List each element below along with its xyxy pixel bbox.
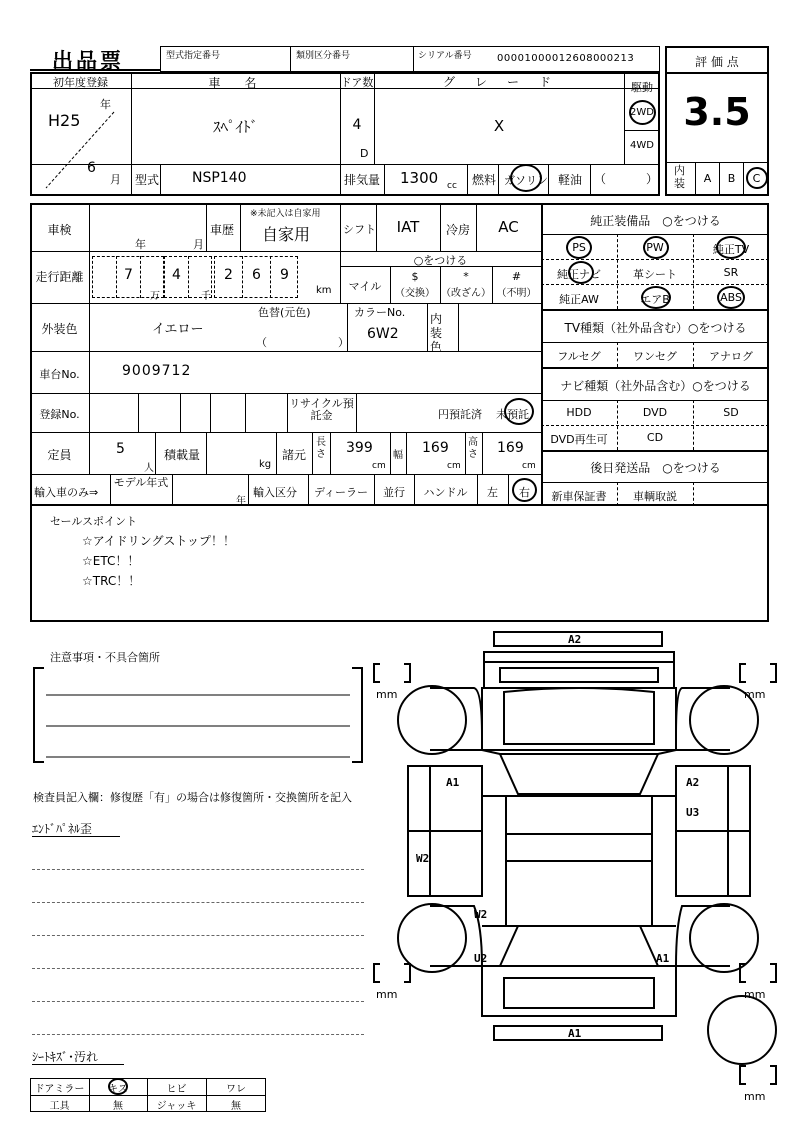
length-unit: cm [372, 461, 386, 471]
equip-airbag: エアB [640, 293, 670, 306]
load-label: 積載量 [164, 448, 201, 462]
fuel-other-open: （ [594, 172, 607, 186]
equip-abs: ABS [720, 291, 742, 304]
ac-label: 冷房 [446, 223, 471, 237]
displacement-value: 1300 [400, 169, 439, 187]
height-unit: cm [522, 461, 536, 471]
mileage-sen: 千 [201, 291, 211, 302]
recycle-label: リサイクル預託金 [289, 397, 354, 422]
import-only-label: 輸入車のみ⇒ [34, 486, 99, 499]
mileage-digit-5: 9 [280, 267, 289, 283]
mark-left-rear-w2: W2 [474, 908, 488, 921]
grade-value: X [493, 117, 505, 135]
capacity-value: 5 [116, 441, 125, 457]
color-no-value: 6W2 [367, 326, 399, 342]
history-note: ※未記入は自家用 [250, 209, 321, 219]
car-name-value: ｽﾍﾟｲﾄﾞ [212, 118, 258, 136]
repaint-close: ） [338, 336, 349, 349]
jack-value: 無 [231, 1101, 241, 1112]
model-year-label: モデル年式 [113, 476, 169, 489]
handle-right: 右 [519, 486, 530, 499]
doors-d: D [360, 147, 369, 160]
navi-sd: SD [723, 406, 739, 419]
first-reg-year: H25 [48, 111, 81, 130]
width-label: 幅 [393, 450, 403, 461]
equip-pw-circle [643, 236, 669, 259]
import-type-label: 輸入区分 [253, 486, 297, 499]
history-label: 車歴 [210, 223, 235, 237]
fuel-other-close: ） [646, 172, 659, 186]
doors-value: 4 [352, 117, 362, 133]
handle-right-circle [512, 478, 537, 502]
length-value: 399 [346, 440, 373, 456]
mm-front-left: mm [376, 688, 398, 701]
registration-label: 登録No. [39, 408, 80, 421]
recycle-not-circle [504, 398, 534, 425]
recycle-not-deposited: 未預託 [496, 408, 529, 421]
ac-value: AC [498, 218, 519, 236]
handle-left: 左 [487, 486, 498, 499]
mirror-label: ドアミラー [34, 1084, 85, 1095]
later-warranty: 新車保証書 [551, 490, 607, 503]
displacement-label: 排気量 [344, 173, 381, 187]
interior-label: 内装 [674, 164, 685, 190]
load-unit: kg [259, 459, 272, 470]
page-title: 出品票 [52, 49, 124, 73]
shift-label: シフト [343, 223, 376, 236]
handle-label: ハンドル [423, 486, 468, 499]
mileage-km: km [316, 285, 332, 296]
navi-title: ナビ種類（社外品含む）○をつける [560, 379, 751, 393]
first-reg-month: 6 [87, 160, 96, 176]
equip-ps-circle [566, 236, 592, 259]
mm-rear-right: mm [744, 988, 766, 1001]
mirror-scratch: キズ [108, 1084, 128, 1095]
mm-front-right: mm [744, 688, 766, 701]
capacity-unit: 人 [144, 463, 154, 474]
fuel-label: 燃料 [472, 173, 497, 187]
fuel-gasoline: ガソリン [504, 174, 548, 187]
seat-damage-note: ｼｰﾄｷｽﾞ･汚れ [32, 1050, 99, 1064]
mark-right-front-u3: U3 [686, 806, 700, 819]
year-month-divider [44, 110, 116, 190]
sales-point-1: ☆アイドリングストップ！！ [82, 534, 235, 548]
inspector-label: 検査員記入欄：修復歴「有」の場合は修復箇所・交換箇所を記入 [33, 791, 352, 804]
mirror-crack: ヒビ [166, 1084, 187, 1095]
mileage-star: * [463, 270, 469, 283]
model-value: NSP140 [192, 170, 247, 186]
caution-bracket [28, 660, 368, 770]
recycle-deposited: 円預託済 [438, 408, 482, 421]
equip-tv: 純正TV [712, 243, 750, 256]
capacity-label: 定員 [47, 448, 72, 462]
chassis-label: 車台No. [39, 368, 80, 381]
shift-value: IAT [396, 218, 420, 236]
import-parallel: 並行 [383, 486, 405, 499]
interior-color-label: 内装色 [430, 312, 443, 354]
model-label: 型式 [135, 173, 160, 187]
navi-cd: CD [646, 431, 664, 444]
caution-label: 注意事項・不具合箇所 [50, 651, 160, 664]
mileage-mark-note: ○をつける [413, 254, 468, 267]
sales-point-box [30, 506, 769, 622]
end-panel-note: ｴﾝﾄﾞﾊﾟﾈﾙ歪 [32, 822, 93, 836]
drive-label: 駆動 [631, 81, 653, 94]
equip-leather: 革シート [633, 268, 677, 281]
equip-ps: PS [572, 241, 586, 254]
mirror-scratch-circle [108, 1078, 128, 1095]
mirror-broken: ワレ [226, 1084, 246, 1095]
jack-label: ジャッキ [156, 1101, 197, 1112]
model-year-unit: 年 [236, 496, 246, 507]
import-dealer: ディーラー [313, 486, 369, 499]
serial-value: 00001000012608000213 [497, 53, 635, 64]
sales-point-label: セールスポイント [50, 515, 138, 528]
fuel-diesel: 軽油 [558, 173, 583, 187]
equip-navi: 純正ナビ [557, 268, 601, 281]
equip-sr: SR [723, 266, 739, 279]
equip-pw: PW [646, 241, 664, 254]
mileage-digit-1: 7 [124, 267, 133, 283]
repaint-open: （ [256, 336, 267, 349]
mm-spare: mm [744, 1090, 766, 1103]
model-designation-label: 型式指定番号 [166, 51, 221, 61]
equip-tv-circle [716, 236, 746, 259]
later-title: 後日発送品 ○をつける [590, 461, 721, 475]
mileage-digit-4: 6 [252, 267, 261, 283]
car-name-label: 車 名 [208, 76, 263, 90]
equipment-title: 純正装備品 ○をつける [590, 214, 721, 228]
tv-analog: アナログ [709, 350, 753, 363]
mark-left-front: A1 [446, 776, 460, 789]
score-value: 3.5 [683, 90, 751, 134]
car-diagram-svg [370, 626, 790, 1131]
mileage-digit-2: 4 [172, 267, 181, 283]
drive-4wd: 4WD [630, 140, 654, 151]
title-underline [30, 69, 160, 71]
equip-abs-circle [717, 286, 745, 309]
width-value: 169 [422, 440, 449, 456]
color-no-label: カラーNo. [354, 306, 406, 319]
mileage-man: 万 [150, 291, 160, 302]
mark-left-rear-u2: U2 [474, 952, 488, 965]
tools-value: 無 [113, 1101, 123, 1112]
displacement-unit: cc [447, 181, 457, 191]
interior-c-circle [746, 167, 768, 189]
mileage-unknown: （不明） [496, 288, 537, 299]
navi-dvd: DVD [642, 406, 668, 419]
later-manual: 車輌取説 [633, 490, 677, 503]
length-label: 長さ [316, 437, 326, 460]
drive-2wd: 2WD [630, 107, 654, 118]
width-unit: cm [447, 461, 461, 471]
chassis-value: 9009712 [122, 363, 192, 379]
mileage-hash: # [511, 270, 522, 283]
mileage-tampered: （改ざん） [441, 288, 491, 299]
mm-rear-left: mm [376, 988, 398, 1001]
exterior-color-value: イエロー [152, 322, 204, 337]
mark-front-bumper: A2 [568, 633, 582, 646]
tv-title: TV種類（社外品含む）○をつける [564, 321, 747, 335]
interior-a: A [703, 172, 712, 185]
equip-aw: 純正AW [559, 293, 599, 306]
equip-navi-circle [568, 261, 594, 284]
mileage-dollar: $ [411, 270, 419, 283]
history-value: 自家用 [262, 225, 311, 244]
car-diagram [370, 626, 790, 1131]
drive-2wd-circle [629, 100, 656, 125]
mileage-label: 走行距離 [35, 270, 84, 284]
mark-right-front-a2: A2 [686, 776, 700, 789]
equip-airbag-circle [641, 286, 671, 309]
fuel-gasoline-circle [510, 164, 542, 192]
tools-label: 工具 [49, 1101, 70, 1112]
repaint-label: 色替(元色) [258, 306, 311, 319]
dims-label: 諸元 [282, 448, 307, 462]
inspection-month: 月 [193, 238, 204, 251]
mark-right-rear: A1 [656, 952, 670, 965]
tv-oneseg: ワンセグ [633, 350, 677, 363]
grade-label: グ レ ー ド [442, 75, 555, 89]
inspection-label: 車検 [47, 223, 72, 237]
mileage-digit-3: 2 [224, 267, 233, 283]
year-unit: 年 [100, 98, 111, 111]
navi-dvd-play: DVD再生可 [550, 433, 608, 446]
mark-left-door: W2 [416, 852, 430, 865]
first-registration-label: 初年度登録 [53, 76, 108, 89]
mark-rear-bumper: A1 [568, 1027, 582, 1040]
height-value: 169 [497, 440, 524, 456]
score-label: 評 価 点 [695, 55, 739, 69]
mileage-exchange: （交換） [395, 288, 435, 299]
class-number-label: 類別区分番号 [296, 51, 351, 61]
interior-b: B [727, 172, 736, 185]
doors-label: ドア数 [340, 76, 374, 89]
interior-c: C [752, 172, 761, 185]
sales-point-2: ☆ETC！！ [82, 554, 140, 568]
tv-fullseg: フルセグ [557, 350, 601, 363]
sales-point-3: ☆TRC！！ [82, 574, 141, 588]
height-label: 高さ [468, 437, 478, 460]
navi-hdd: HDD [566, 406, 592, 419]
inspection-year: 年 [135, 238, 146, 251]
mileage-mile: マイル [348, 280, 382, 293]
month-unit: 月 [110, 173, 121, 186]
exterior-color-label: 外装色 [41, 322, 78, 336]
serial-label: シリアル番号 [418, 51, 472, 61]
